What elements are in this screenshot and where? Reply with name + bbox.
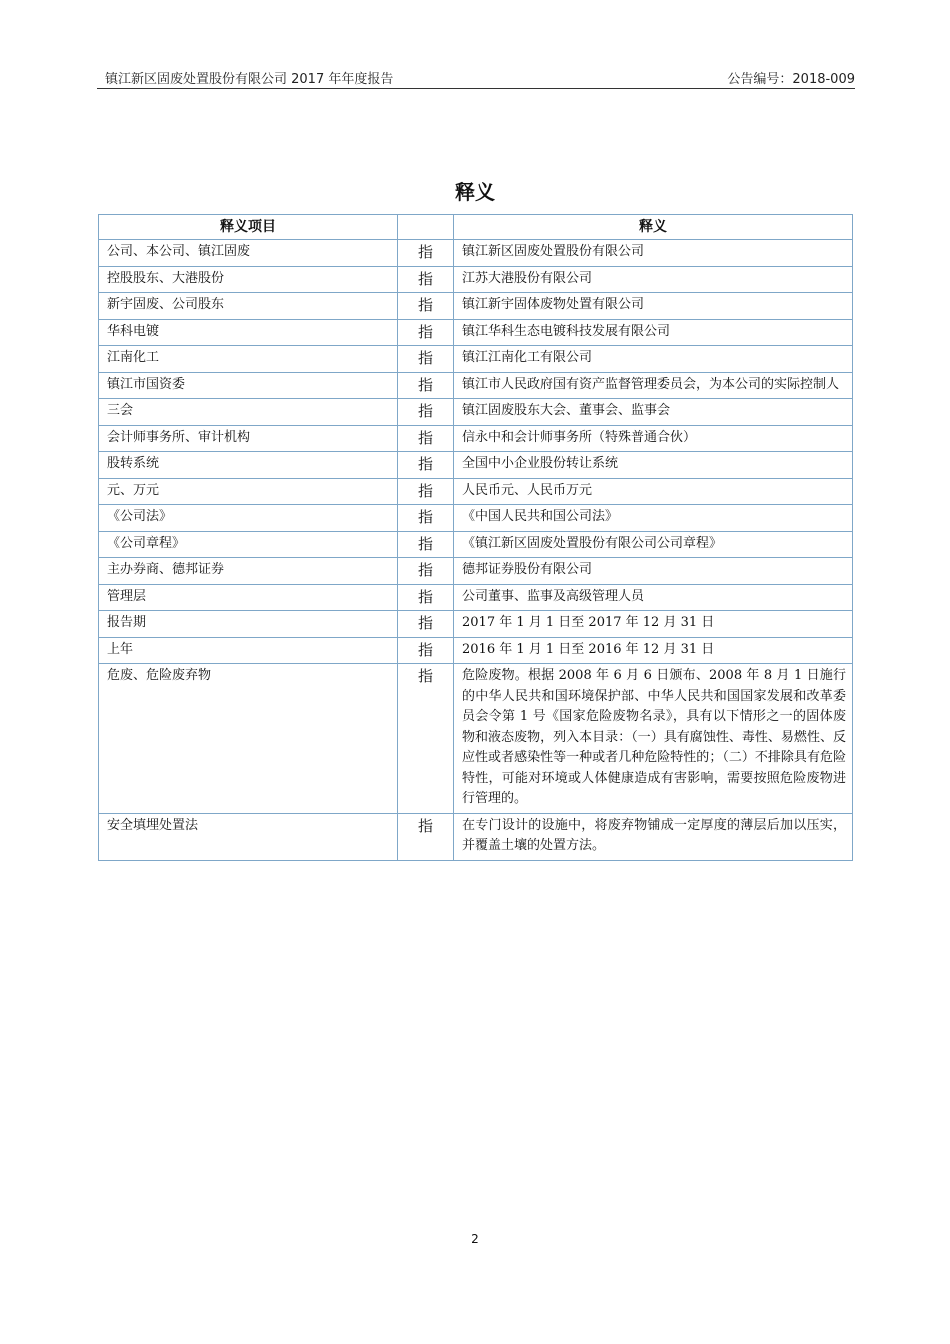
definition-cell: 信永中和会计师事务所（特殊普通合伙）: [454, 425, 853, 452]
term-cell: 《公司法》: [99, 505, 398, 532]
table-row: [99, 813, 853, 860]
refers-to-cell: 指: [398, 346, 454, 373]
definition-cell: 《中国人民共和国公司法》: [454, 505, 853, 532]
table-header-row: [99, 215, 853, 240]
refers-to-cell: 指: [398, 611, 454, 638]
table-row: [99, 346, 853, 373]
definition-cell: 镇江固废股东大会、董事会、监事会: [454, 399, 853, 426]
term-cell: 安全填埋处置法: [99, 813, 398, 860]
term-cell: 三会: [99, 399, 398, 426]
term-cell: 会计师事务所、审计机构: [99, 425, 398, 452]
definition-cell: 镇江新区固废处置股份有限公司: [454, 240, 853, 267]
definition-cell: 全国中小企业股份转让系统: [454, 452, 853, 479]
refers-to-cell: 指: [398, 425, 454, 452]
definition-cell: 公司董事、监事及高级管理人员: [454, 584, 853, 611]
definition-cell: 德邦证券股份有限公司: [454, 558, 853, 585]
term-cell: 危废、危险废弃物: [99, 664, 398, 814]
table-row: [99, 637, 853, 664]
table-row: [99, 558, 853, 585]
refers-to-cell: 指: [398, 664, 454, 814]
page-header: [97, 66, 855, 89]
refers-to-cell: 指: [398, 240, 454, 267]
definitions-table: [98, 214, 853, 861]
refers-to-cell: 指: [398, 558, 454, 585]
term-cell: 《公司章程》: [99, 531, 398, 558]
definition-cell: 《镇江新区固废处置股份有限公司公司章程》: [454, 531, 853, 558]
page-number: 2: [471, 1232, 479, 1246]
refers-to-cell: 指: [398, 478, 454, 505]
term-cell: 上年: [99, 637, 398, 664]
refers-to-cell: 指: [398, 372, 454, 399]
page-title: 释义: [455, 180, 495, 204]
term-cell: 报告期: [99, 611, 398, 638]
table-row: [99, 319, 853, 346]
header-term: 释义项目: [99, 215, 398, 240]
table-row: [99, 372, 853, 399]
definition-cell: 镇江市人民政府国有资产监督管理委员会，为本公司的实际控制人: [454, 372, 853, 399]
refers-to-cell: 指: [398, 399, 454, 426]
definition-cell: 镇江江南化工有限公司: [454, 346, 853, 373]
table-row: [99, 664, 853, 814]
refers-to-cell: 指: [398, 452, 454, 479]
definition-cell: 危险废物。根据 2008 年 6 月 6 日颁布、2008 年 8 月 1 日施行的中华人民共和国环境保护部、中华人民共和国国家发展和改革委员会令第 1 号《国家危险废物名录》，具有以下情形之一的固体废物和液态废物，列入本目录：（一）具有腐蚀性、毒性、易燃性、反应性或者感染性等一种或者几种危险特性的；（二）不排除具有危险特性，可能对环境或人体健康造成有害影响，需要按照危险废物进行管理的。: [454, 664, 853, 814]
table-row: [99, 399, 853, 426]
table-row: [99, 266, 853, 293]
refers-to-cell: 指: [398, 505, 454, 532]
refers-to-cell: 指: [398, 531, 454, 558]
refers-to-cell: 指: [398, 266, 454, 293]
table-row: [99, 293, 853, 320]
table-row: [99, 584, 853, 611]
table-row: [99, 531, 853, 558]
header-definition: 释义: [454, 215, 853, 240]
term-cell: 江南化工: [99, 346, 398, 373]
term-cell: 元、万元: [99, 478, 398, 505]
term-cell: 主办券商、德邦证券: [99, 558, 398, 585]
term-cell: 华科电镀: [99, 319, 398, 346]
table-row: [99, 240, 853, 267]
term-cell: 管理层: [99, 584, 398, 611]
definition-cell: 2016 年 1 月 1 日至 2016 年 12 月 31 日: [454, 637, 853, 664]
term-cell: 公司、本公司、镇江固废: [99, 240, 398, 267]
term-cell: 控股股东、大港股份: [99, 266, 398, 293]
header-report-title: 镇江新区固废处置股份有限公司 2017 年年度报告: [105, 72, 394, 87]
definition-cell: 人民币元、人民币万元: [454, 478, 853, 505]
table-row: [99, 611, 853, 638]
header-blank: [398, 215, 454, 240]
table-row: [99, 505, 853, 532]
refers-to-cell: 指: [398, 319, 454, 346]
table-row: [99, 478, 853, 505]
refers-to-cell: 指: [398, 813, 454, 860]
term-cell: 镇江市国资委: [99, 372, 398, 399]
term-cell: 股转系统: [99, 452, 398, 479]
refers-to-cell: 指: [398, 293, 454, 320]
table-row: [99, 452, 853, 479]
definition-cell: 2017 年 1 月 1 日至 2017 年 12 月 31 日: [454, 611, 853, 638]
term-cell: 新宇固废、公司股东: [99, 293, 398, 320]
definition-cell: 在专门设计的设施中，将废弃物铺成一定厚度的薄层后加以压实，并覆盖土壤的处置方法。: [454, 813, 853, 860]
table-row: [99, 425, 853, 452]
definition-cell: 镇江新宇固体废物处置有限公司: [454, 293, 853, 320]
definition-cell: 镇江华科生态电镀科技发展有限公司: [454, 319, 853, 346]
refers-to-cell: 指: [398, 584, 454, 611]
header-announcement-number: 公告编号：2018-009: [727, 72, 855, 87]
refers-to-cell: 指: [398, 637, 454, 664]
definition-cell: 江苏大港股份有限公司: [454, 266, 853, 293]
